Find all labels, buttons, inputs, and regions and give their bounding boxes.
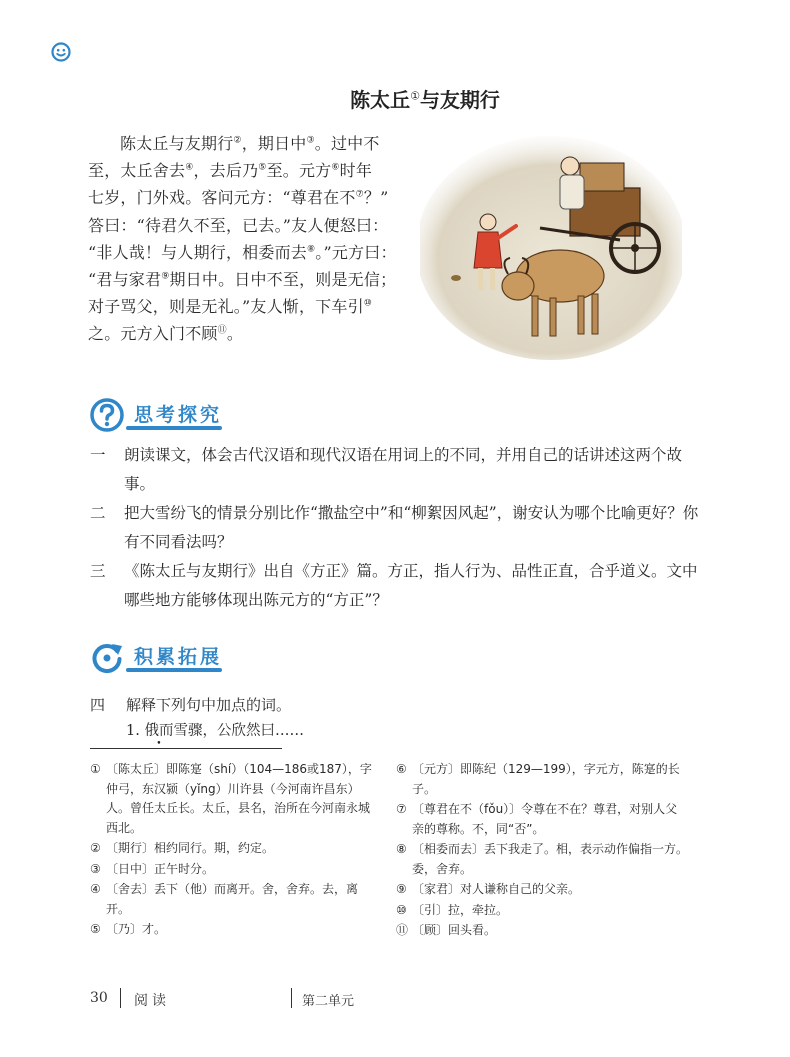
page-title	[0, 84, 790, 113]
passage-text: “非人哉！与人期行，相委而去	[88, 242, 307, 262]
footnote	[90, 760, 372, 838]
passage-text: 七岁，门外戏。客问元方：“尊君在不	[88, 188, 356, 208]
footnote-number: ④	[90, 882, 101, 896]
item-number: 1.	[126, 723, 145, 739]
footnote-text: 〔舍去〕丢下（他）而离开。舍，舍弃。去，离开。	[106, 882, 359, 916]
passage-line	[88, 130, 410, 157]
footnote-text: 〔期行〕相约同行。期，约定。	[106, 841, 275, 855]
footnote	[90, 839, 372, 859]
exercise-instruction: 解释下列句中加点的词。	[126, 696, 292, 714]
exercise-four	[90, 692, 690, 744]
passage-text: 之。元方入门不顾	[88, 324, 218, 344]
footer-section: 阅读	[134, 993, 170, 1009]
passage-line	[88, 184, 410, 211]
footnote-text: 〔顾〕回头看。	[412, 923, 497, 937]
passage-text: 。	[226, 324, 244, 344]
footnote-text: 〔元方〕即陈纪（129—199），字元方，陈寔的长子。	[412, 762, 680, 796]
footnote-number: ①	[90, 762, 101, 776]
passage-text: 期日中。日中不至，则是无信；	[169, 270, 397, 290]
question-list	[90, 441, 700, 615]
title-text-before: 陈太丘	[350, 88, 411, 112]
question-item	[90, 557, 700, 614]
section-thinking-header	[88, 398, 288, 438]
passage-line	[88, 212, 410, 239]
page-number: 30	[90, 990, 108, 1006]
note-mark[interactable]: ⑦	[355, 190, 364, 201]
footer-unit: 第二单元	[302, 994, 355, 1009]
question-text: 把大雪纷飞的情景分别比作“撒盐空中”和“柳絮因风起”，谢安认为哪个比喻更好？你有不同看法吗？	[124, 504, 699, 551]
question-number: 二	[90, 504, 106, 522]
passage-text: 陈太丘与友期行	[120, 134, 234, 153]
question-text: 朗读课文，体会古代汉语和现代汉语在用词上的不同，并用自己的话讲述这两个故事。	[124, 446, 683, 493]
footnote-number: ③	[90, 861, 101, 876]
footnote	[90, 880, 372, 919]
question-number: 一	[90, 446, 106, 464]
footnote	[90, 920, 372, 940]
passage-line	[88, 293, 410, 320]
footnote	[396, 840, 688, 879]
note-mark[interactable]: ⑤	[258, 162, 267, 173]
passage-line	[88, 157, 410, 184]
footnote-number: ⑥	[396, 762, 407, 776]
exercise-number: 四	[90, 696, 106, 714]
refresh-badge-icon	[90, 640, 124, 674]
passage-text: 时年	[339, 161, 373, 181]
footer-divider	[291, 988, 292, 1008]
passage-text: 答曰：“待君久不至，已去。”友人便怒曰：	[88, 215, 389, 235]
footnote-text: 〔引〕拉，牵拉。	[412, 902, 509, 917]
passage-text: 对子骂父，则是无礼。”友人惭，下车引	[88, 297, 364, 317]
footnote-number: ⑩	[396, 902, 407, 917]
title-text-after: 与友期行	[419, 88, 500, 112]
footnote-number: ⑪	[396, 923, 409, 937]
passage-text: ，期日中	[241, 134, 307, 153]
question-badge-icon	[90, 398, 124, 432]
note-mark[interactable]: ⑥	[331, 162, 340, 173]
footnote	[396, 760, 688, 799]
question-item	[90, 499, 700, 556]
passage-text: 。过中不	[314, 134, 380, 153]
smiley-face-icon	[51, 42, 71, 62]
note-mark[interactable]: ⑩	[363, 298, 373, 309]
section-underline	[126, 426, 222, 430]
exercise-item	[90, 718, 690, 744]
footer-divider	[120, 988, 121, 1008]
section-thinking-label: 思考探究	[134, 404, 223, 426]
passage-line	[88, 239, 410, 266]
note-mark[interactable]: ⑧	[306, 244, 316, 255]
footnote	[396, 880, 688, 900]
classical-passage	[88, 130, 410, 348]
passage-text: ，去后乃	[193, 161, 259, 181]
passage-text: 至，太丘舍去	[88, 161, 186, 181]
item-sentence: 雪骤，公欣然曰……	[173, 723, 304, 739]
footnote	[396, 901, 688, 921]
note-mark[interactable]: ②	[233, 135, 242, 146]
footnote	[90, 860, 372, 880]
footnotes-left	[90, 760, 372, 941]
footnote-text: 〔尊君在不（fǒu）〕令尊在不在？尊君，对别人父亲的尊称。不，同“否”。	[412, 802, 678, 836]
section-underline	[126, 668, 222, 672]
question-item	[90, 441, 700, 498]
footnote-divider	[90, 748, 282, 749]
passage-text: “君与家君	[88, 270, 162, 290]
footnote-text: 〔乃〕才。	[106, 922, 167, 936]
footnote-number: ②	[90, 841, 101, 855]
footnote-number: ⑨	[396, 882, 407, 896]
question-number: 三	[90, 562, 106, 580]
dotted-word: 俄而	[144, 723, 174, 739]
passage-text: 。”元方曰：	[315, 242, 397, 262]
page-footer	[90, 988, 690, 1012]
footnote-number: ⑤	[90, 922, 101, 936]
title-note-mark[interactable]: ①	[410, 89, 420, 103]
passage-text: 至。元方	[266, 161, 332, 181]
footnote-text: 〔相委而去〕丢下我走了。相，表示动作偏指一方。委，舍弃。	[412, 842, 689, 876]
passage-line	[88, 266, 410, 293]
footnotes-right	[396, 760, 688, 942]
footnote-text: 〔日中〕正午时分。	[106, 861, 215, 876]
passage-line	[88, 320, 410, 347]
passage-text: ？”	[363, 188, 389, 208]
section-accumulate-label: 积累拓展	[134, 646, 223, 668]
footnote	[396, 921, 688, 941]
section-accumulate-header	[88, 640, 288, 680]
note-mark[interactable]: ③	[306, 135, 315, 146]
footnote-text: 〔陈太丘〕即陈寔（shí）（104—186或187），字仲弓，东汉颍（yǐng）川许县（今河南许昌东）人。曾任太丘长。太丘，县名，治所在今河南永城西北。	[106, 762, 372, 835]
footnote-number: ⑦	[396, 802, 407, 816]
note-mark[interactable]: ⑪	[217, 326, 227, 337]
note-mark[interactable]: ④	[185, 162, 194, 173]
question-text: 《陈太丘与友期行》出自《方正》篇。方正，指人行为、品性正直，合乎道义。文中哪些地方能够体现出陈元方的“方正”？	[124, 562, 698, 609]
ox-cart-illustration-icon	[420, 128, 682, 360]
footnote	[396, 800, 688, 839]
footnote-text: 〔家君〕对人谦称自己的父亲。	[412, 882, 581, 896]
footnote-number: ⑧	[396, 842, 407, 856]
note-mark[interactable]: ⑨	[161, 271, 170, 282]
